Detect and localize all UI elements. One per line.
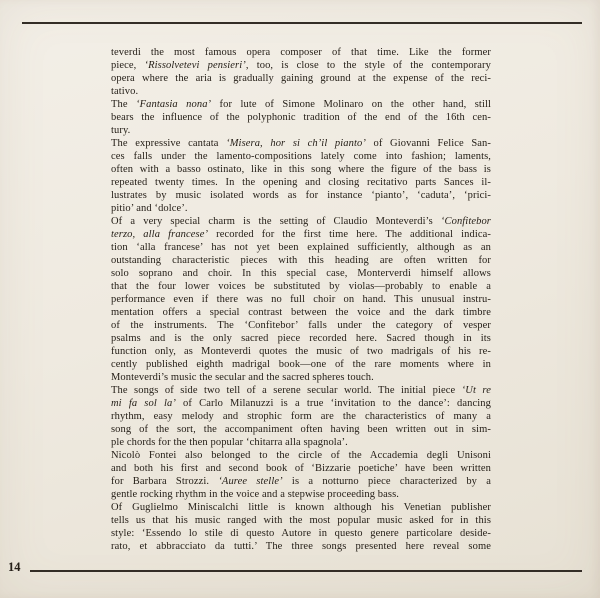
paragraph bbox=[111, 46, 491, 98]
text-line: piece, ‘Rissolvetevi pensieri’, too, is close to the style of the contemporary bbox=[111, 60, 491, 71]
text-line: mi fa sol la’ of Carlo Milanuzzi is a true ‘invitation to the dance’: dancing bbox=[111, 398, 491, 409]
text-line: rato, et abbracciato da tutti.’ The three songs presented here reveal some bbox=[111, 541, 491, 552]
text-line: Monteverdi’s music the secular and the sacred spheres touch. bbox=[111, 372, 374, 383]
text-line: opera where the aria is gradually gaining ground at the expense of the reci- bbox=[111, 73, 491, 84]
text-line: teverdi the most famous opera composer of that time. Like the former bbox=[111, 47, 491, 58]
body-text bbox=[111, 46, 491, 553]
text-line: that the four lower voices be substituted by violas—probably to enable a bbox=[111, 281, 491, 292]
paragraph bbox=[111, 449, 491, 501]
text-line: ple chords for the then popular ‘chitarra alla spagnola’. bbox=[111, 437, 348, 448]
text-line: song of the sort, the accompaniment often having been written out in sim- bbox=[111, 424, 491, 435]
text-line: The expressive cantata ‘Misera, hor si ch’il pianto’ of Giovanni Felice San- bbox=[111, 138, 491, 149]
text-line: repeated twenty times. In the opening and closing recitativo parts Sances il- bbox=[111, 177, 491, 188]
text-line: tion ‘alla francese’ has not yet been explained sufficiently, although as an bbox=[111, 242, 491, 253]
text-line: tativo. bbox=[111, 86, 139, 97]
text-line: style: ‘Essendo lo stile di questo Autore in questo genere particolare deside- bbox=[111, 528, 491, 539]
text-line: of the instruments. The ‘Confitebor’ falls under the category of vesper bbox=[111, 320, 491, 331]
text-line: tells us that his music ranged with the most popular music asked for in this bbox=[111, 515, 491, 526]
text-line: gentle rocking rhythm in the voice and a stepwise proceeding bass. bbox=[111, 489, 399, 500]
paragraph bbox=[111, 98, 491, 137]
text-line: lustrates by music isolated words as for instance ‘pianto’, ‘caduta’, ‘prici- bbox=[111, 190, 491, 201]
text-line: Of Guglielmo Miniscalchi little is known although his Venetian publisher bbox=[111, 502, 491, 513]
text-line: solo soprano and choir. In this special case, Monterverdi himself allows bbox=[111, 268, 491, 279]
page-number: 14 bbox=[8, 560, 21, 574]
text-line: The songs of side two tell of a serene secular world. The initial piece ‘Ut re bbox=[111, 385, 491, 396]
text-line: pitio’ and ‘dolce’. bbox=[111, 203, 188, 214]
text-line: ces falls under the lamento-compositions lately come into fashion; laments, bbox=[111, 151, 491, 162]
text-line: terzo, alla francese’ recorded for the first time here. The additional indica- bbox=[111, 229, 491, 240]
text-line: often with a basso ostinato, like in this song where the figure of the bass is bbox=[111, 164, 491, 175]
paragraph bbox=[111, 215, 491, 384]
paragraph bbox=[111, 384, 491, 449]
text-line: Of a very special charm is the setting of Claudio Monteverdi’s ‘Confitebor bbox=[111, 216, 491, 227]
text-line: The ‘Fantasia nona’ for lute of Simone Molinaro on the other hand, still bbox=[111, 99, 491, 110]
text-line: mentation offers a special contrast between the voice and the dark timbre bbox=[111, 307, 491, 318]
top-rule bbox=[22, 22, 582, 24]
paragraph bbox=[111, 137, 491, 215]
text-line: for Barbara Strozzi. ‘Auree stelle’ is a notturno piece characterized by a bbox=[111, 476, 491, 487]
text-line: outstanding characteristic pieces with this heading are often written for bbox=[111, 255, 491, 266]
text-line: tury. bbox=[111, 125, 131, 136]
text-line: cently published eighth madrigal book—one of the rare moments where in bbox=[111, 359, 491, 370]
footer-rule bbox=[30, 570, 582, 572]
paragraph bbox=[111, 501, 491, 553]
text-line: performance even if there was no full choir on hand. This unusual instru- bbox=[111, 294, 491, 305]
text-line: bears the influence of the polyphonic tradition of the end of the 16th cen- bbox=[111, 112, 491, 123]
text-line: and both his first and second book of ‘Bizzarie poetiche’ have been written bbox=[111, 463, 491, 474]
text-line: rhythm, easy melody and strophic form are the characteristics of many a bbox=[111, 411, 491, 422]
text-line: function only, as Monteverdi quotes the music of two madrigals of his re- bbox=[111, 346, 491, 357]
text-line: psalms and is the only sacred piece recorded here. Sacred though in its bbox=[111, 333, 491, 344]
text-line: Nicolò Fontei also belonged to the circle of the Accademia degli Unisoni bbox=[111, 450, 491, 461]
